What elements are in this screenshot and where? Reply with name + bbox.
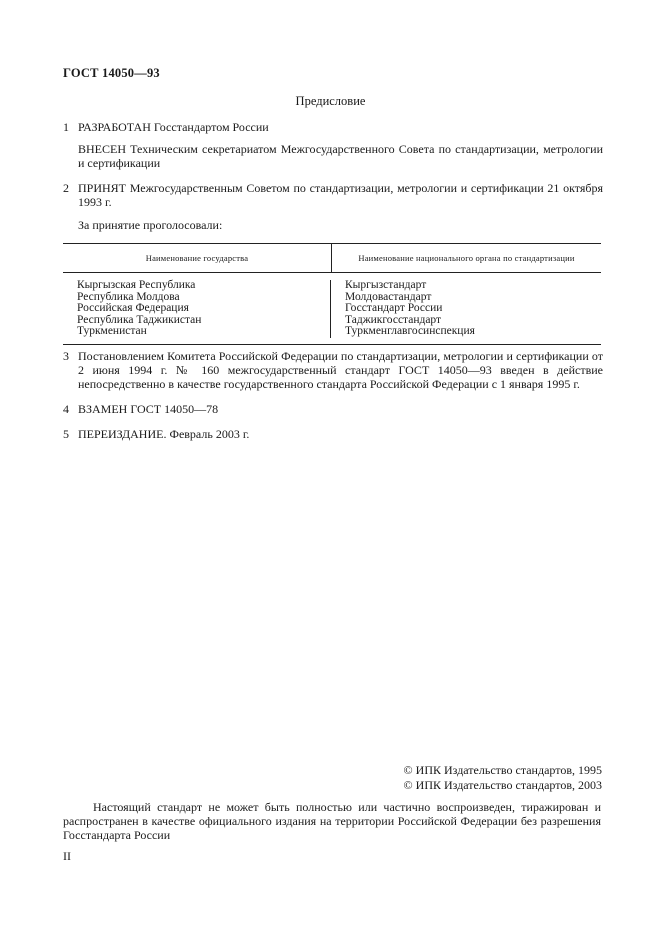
item-subtext: За принятие проголосовали: [78,218,223,232]
column-header-state: Наименование государства [63,244,332,272]
table-body [63,273,601,344]
item-number: 4 [63,402,69,416]
states-column [63,280,331,338]
voting-table [63,243,601,345]
copyright-line: © ИПК Издательство стандартов, 1995 [403,763,602,777]
table-header [63,244,601,273]
preface-item-3 [63,349,603,391]
table-cell-state: Туркменистан [77,325,147,337]
table-cell-body: Таджикгосстандарт [345,313,442,326]
reproduction-notice: Настоящий стандарт не может быть полностью или частично воспроизведен, тиражирован и распространен в качестве официального издания на территории Российской Федерации без разрешения Госстандарта России [63,800,601,842]
item-subtext: ВНЕСЕН Техническим секретариатом Межгосударственного Совета по стандартизации, метрологии и сертификации [78,142,603,170]
item-text: РАЗРАБОТАН Госстандартом России [78,120,269,134]
table-cell-body: Госстандарт России [345,302,443,314]
preface-item-1 [63,120,603,134]
bodies-column [331,280,601,338]
preface-item-1-sub [63,142,603,170]
preface-item-4 [63,402,603,416]
table-cell-state: Кыргызская Республика [77,279,196,291]
table-cell-body: Кыргызстандарт [345,279,427,291]
item-text: ПЕРЕИЗДАНИЕ. Февраль 2003 г. [78,427,250,441]
item-number: 2 [63,181,69,195]
item-text: ВЗАМЕН ГОСТ 14050—78 [78,402,219,416]
table-cell-body: Туркменглавгосинспекция [345,325,475,337]
item-text: Постановлением Комитета Российской Федерации по стандартизации, метрологии и сертификации от 2 июня 1994 г. № 160 межгосударственный стандарт ГОСТ 14050—93 введен в действие непосредственно в качестве государственного стандарта Российской Федерации с 1 января 1995 г. [78,349,603,391]
table-cell-state: Республика Таджикистан [77,313,202,326]
table-cell-state: Российская Федерация [77,302,189,314]
page-number: II [63,849,71,863]
item-text: ПРИНЯТ Межгосударственным Советом по стандартизации, метрологии и сертификации 21 октября 1993 г. [78,181,603,209]
preface-vote-note [63,218,603,232]
preface-item-2 [63,181,603,209]
standard-code: ГОСТ 14050—93 [63,66,160,80]
table-cell-body: Молдовастандарт [345,290,432,303]
item-number: 5 [63,427,69,441]
item-number: 3 [63,349,69,363]
item-number: 1 [63,120,69,134]
copyright-line: © ИПК Издательство стандартов, 2003 [403,778,602,792]
preface-item-5 [63,427,603,441]
column-header-body: Наименование национального органа по стандартизации [358,253,575,263]
copyright-block [404,763,602,793]
preface-title: Предисловие [295,94,366,108]
table-cell-state: Республика Молдова [77,290,180,303]
